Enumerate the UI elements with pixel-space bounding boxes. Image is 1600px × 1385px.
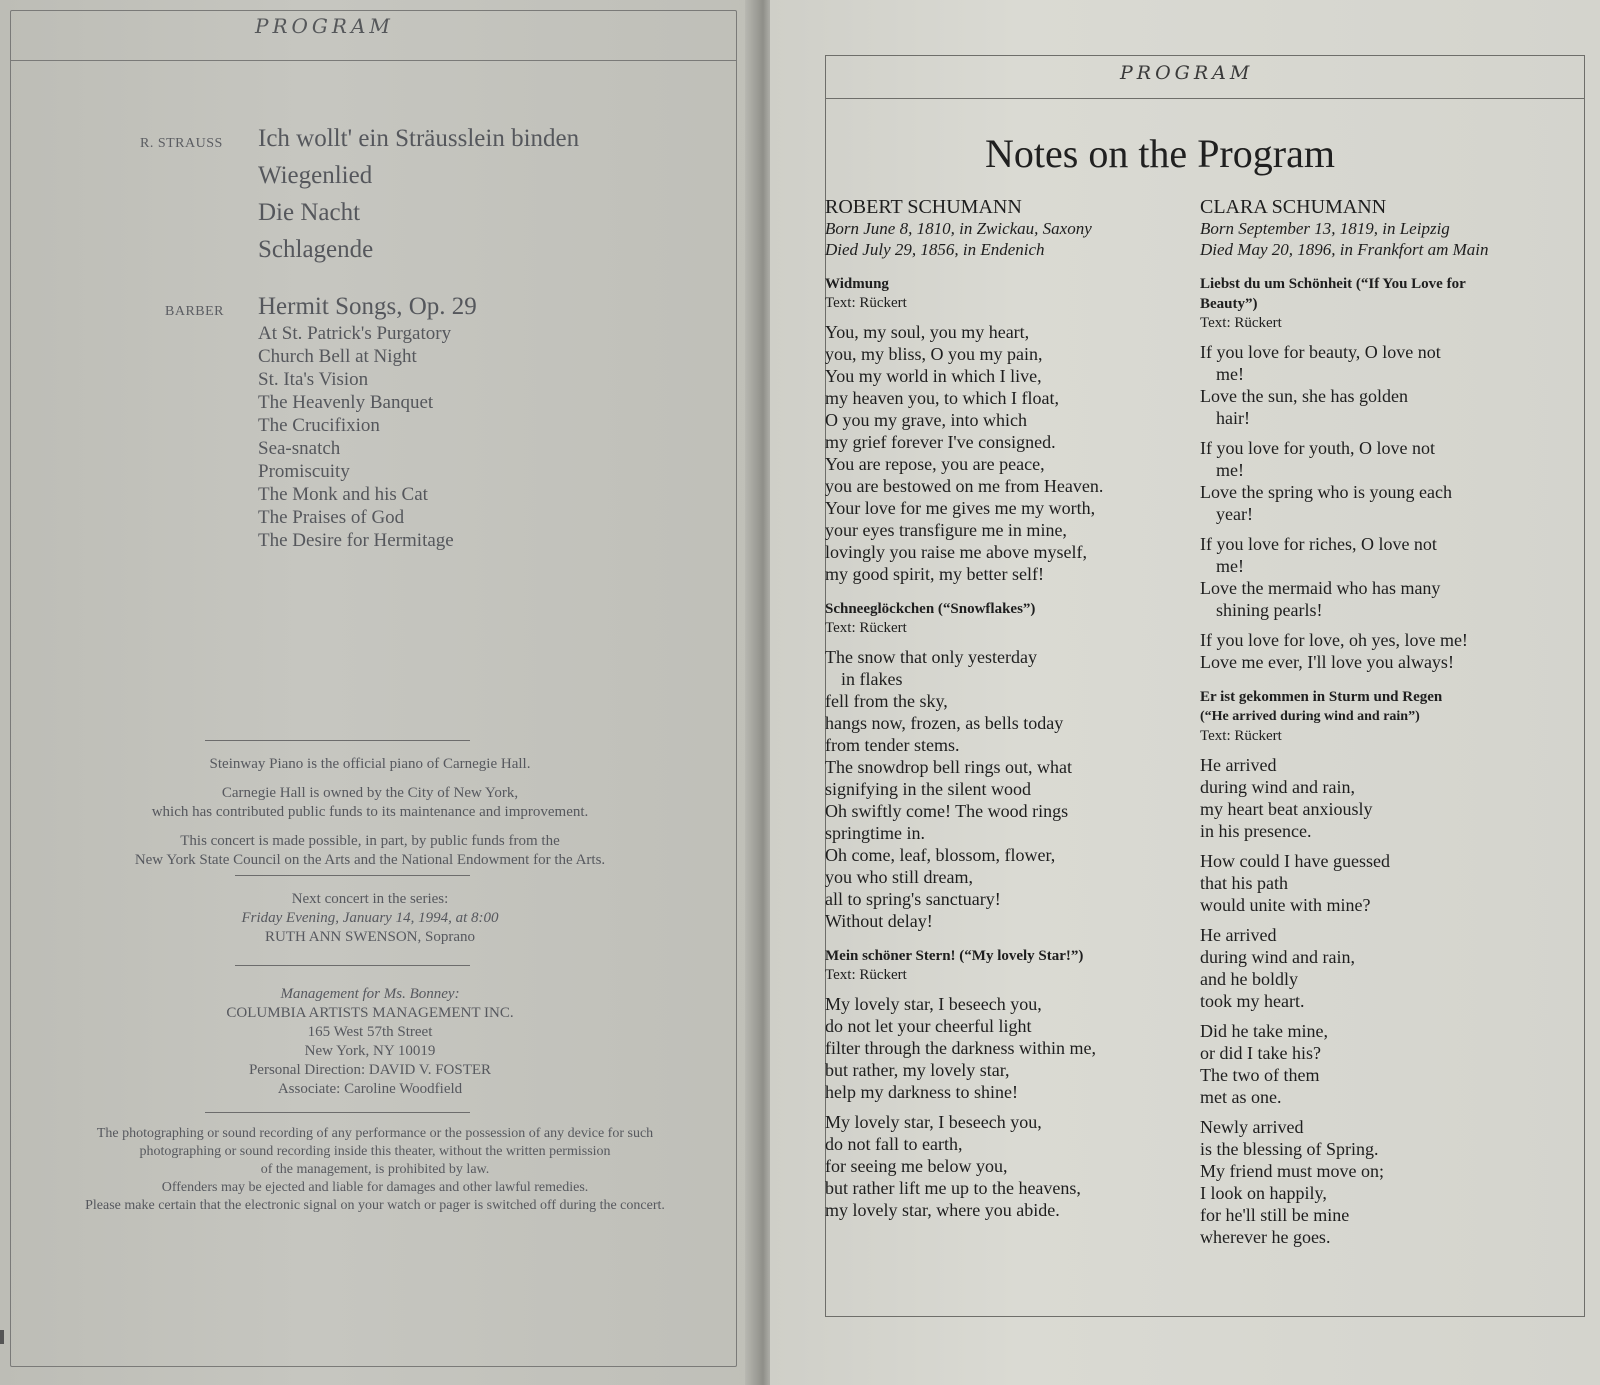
song-title-line: (“He arrived during wind and rain”)	[1200, 709, 1420, 724]
lyric-line: Love me ever, I'll love you always!	[1200, 652, 1454, 672]
lyric-line: all to spring's sanctuary!	[825, 889, 1001, 909]
left-page	[0, 0, 770, 1385]
song-title-widmung: Widmung	[825, 276, 889, 292]
stanza	[1200, 437, 1550, 525]
lyric-line: My friend must move on;	[1200, 1161, 1384, 1181]
song-title-schneegloeckchen: Schneeglöckchen (“Snowflakes”)	[825, 601, 1036, 617]
lyric-line: springtime in.	[825, 823, 925, 843]
legal-notice	[15, 1125, 735, 1215]
footer-divider	[235, 875, 470, 876]
lyric-line: me!	[1216, 556, 1244, 576]
strauss-song-list	[258, 120, 579, 268]
next-concert-date: Friday Evening, January 14, 1994, at 8:00	[241, 910, 499, 926]
composer-born: Born June 8, 1810, in Zwickau, Saxony	[825, 219, 1092, 238]
lyric-line: took my heart.	[1200, 991, 1305, 1011]
stanza	[1200, 754, 1550, 842]
lyric-line: If you love for love, oh yes, love me!	[1200, 630, 1468, 650]
legal-line: Offenders may be ejected and liable for damages and other lawful remedies.	[161, 1180, 589, 1195]
lyric-line: is the blessing of Spring.	[1200, 1139, 1379, 1159]
composer-name: CLARA SCHUMANN	[1200, 196, 1387, 218]
lyric-line: help my darkness to shine!	[825, 1082, 1018, 1102]
lyric-line: your eyes transfigure me in mine,	[825, 520, 1067, 540]
lyric-line: If you love for beauty, O love not	[1200, 342, 1441, 362]
lyric-line: He arrived	[1200, 925, 1277, 945]
lyric-line: signifying in the silent wood	[825, 779, 1031, 799]
lyric-line: Did he take mine,	[1200, 1021, 1328, 1041]
stanza	[1200, 533, 1550, 621]
song-title-line: Liebst du um Schönheit (“If You Love for	[1200, 276, 1466, 292]
lyric-line: me!	[1216, 364, 1244, 384]
barber-song-list	[258, 292, 477, 552]
lyric-line: but rather, my lovely star,	[825, 1060, 1010, 1080]
strauss-song: Die Nacht	[258, 199, 361, 226]
management-company: COLUMBIA ARTISTS MANAGEMENT INC.	[226, 1005, 514, 1021]
song-title-line: Er ist gekommen in Sturm und Regen	[1200, 689, 1443, 705]
lyric-line: from tender stems.	[825, 735, 960, 755]
left-header-rule	[10, 60, 737, 61]
lyric-line: for seeing me below you,	[825, 1156, 1008, 1176]
composer-died: Died May 20, 1896, in Frankfort am Main	[1200, 240, 1489, 259]
lyric-line: in his presence.	[1200, 821, 1312, 841]
lyric-line: lovingly you raise me above myself,	[825, 542, 1087, 562]
notice-funding-cont: New York State Council on the Arts and the National Endowment for the Arts.	[134, 852, 606, 868]
barber-song: The Heavenly Banquet	[258, 392, 434, 413]
lyric-line: He arrived	[1200, 755, 1277, 775]
lyric-line: How could I have guessed	[1200, 851, 1390, 871]
song-text-credit: Text: Rückert	[825, 295, 907, 311]
song-title-line: Beauty”)	[1200, 296, 1258, 312]
lyric-line: The snowdrop bell rings out, what	[825, 757, 1072, 777]
barber-cycle-title: Hermit Songs, Op. 29	[258, 293, 477, 320]
notice-funding: This concert is made possible, in part, by public funds from the	[180, 833, 560, 849]
song-text-credit: Text: Rückert	[1200, 728, 1282, 744]
strauss-song: Ich wollt' ein Sträusslein binden	[258, 125, 580, 152]
legal-line: The photographing or sound recording of any performance or the possession of any device for such	[96, 1126, 654, 1141]
strauss-song: Wiegenlied	[258, 162, 373, 189]
lyric-line: Without delay!	[825, 911, 933, 931]
stanza	[1200, 1116, 1550, 1248]
management-direction: Personal Direction: DAVID V. FOSTER	[248, 1062, 492, 1078]
lyric-line: The snow that only yesterday	[825, 647, 1037, 667]
management-city: New York, NY 10019	[304, 1043, 436, 1059]
lyric-line: hangs now, frozen, as bells today	[825, 713, 1064, 733]
lyric-line: my grief forever I've consigned.	[825, 432, 1056, 452]
management-street: 165 West 57th Street	[307, 1024, 433, 1040]
legal-line: photographing or sound recording inside this theater, without the written permission	[139, 1144, 611, 1159]
management-associate: Associate: Caroline Woodfield	[277, 1081, 463, 1097]
lyric-line: The two of them	[1200, 1065, 1320, 1085]
footer-divider	[235, 965, 470, 966]
lyric-line: Love the mermaid who has many	[1200, 578, 1441, 598]
legal-line: Please make certain that the electronic signal on your watch or pager is switched off during the concert.	[85, 1198, 665, 1213]
robert-schumann-column	[825, 196, 1180, 1221]
lyric-line: during wind and rain,	[1200, 947, 1355, 967]
management-info	[20, 985, 720, 1099]
song-title-liebst-du	[1200, 274, 1550, 314]
lyric-line: My lovely star, I beseech you,	[825, 994, 1042, 1014]
lyric-line: met as one.	[1200, 1087, 1282, 1107]
lyric-line: in flakes	[841, 669, 903, 689]
lyric-line: during wind and rain,	[1200, 777, 1355, 797]
lyric-line: you are bestowed on me from Heaven.	[825, 476, 1104, 496]
lyric-line: shining pearls!	[1216, 600, 1323, 620]
lyric-line: do not let your cheerful light	[825, 1016, 1032, 1036]
barber-song: Church Bell at Night	[258, 346, 417, 367]
lyric-line: do not fall to earth,	[825, 1134, 963, 1154]
lyric-line: I look on happily,	[1200, 1183, 1327, 1203]
stanza	[1200, 1020, 1550, 1108]
lyric-line: that his path	[1200, 873, 1288, 893]
right-header-rule	[825, 98, 1585, 99]
song-title-er-ist-gekommen	[1200, 687, 1550, 727]
barber-song: Sea-snatch	[258, 438, 341, 459]
left-page-header: PROGRAM	[255, 14, 394, 38]
clara-schumann-column	[1200, 196, 1550, 1248]
song-title-mein-schoener-stern: Mein schöner Stern! (“My lovely Star!”)	[825, 948, 1084, 964]
lyric-line: my lovely star, where you abide.	[825, 1200, 1060, 1220]
stanza	[1200, 850, 1550, 916]
lyric-line: If you love for youth, O love not	[1200, 438, 1435, 458]
management-label: Management for Ms. Bonney:	[280, 986, 460, 1002]
stanza	[825, 1111, 1180, 1221]
lyric-line: for he'll still be mine	[1200, 1205, 1350, 1225]
lyric-line: Oh swiftly come! The wood rings	[825, 801, 1069, 821]
lyric-line: If you love for riches, O love not	[1200, 534, 1437, 554]
lyric-line: Oh come, leaf, blossom, flower,	[825, 845, 1056, 865]
footer-divider	[205, 1112, 470, 1113]
notice-ownership: Carnegie Hall is owned by the City of New York,	[221, 785, 519, 801]
footer-divider	[205, 740, 470, 741]
strauss-song: Schlagende	[258, 236, 374, 263]
next-concert	[20, 890, 720, 947]
stanza	[1200, 924, 1550, 1012]
barber-song: The Monk and his Cat	[258, 484, 428, 505]
stanza	[825, 993, 1180, 1103]
barber-song: St. Ita's Vision	[258, 369, 369, 390]
page-edge-mark	[0, 1330, 4, 1344]
legal-line: of the management, is prohibited by law.	[260, 1162, 490, 1177]
lyric-line: you, my bliss, O you my pain,	[825, 344, 1043, 364]
lyric-line: hair!	[1216, 408, 1250, 428]
lyric-line: but rather lift me up to the heavens,	[825, 1178, 1081, 1198]
barber-song: The Desire for Hermitage	[258, 530, 454, 551]
lyric-line: filter through the darkness within me,	[825, 1038, 1096, 1058]
lyric-line: You, my soul, you my heart,	[825, 322, 1030, 342]
stanza	[825, 646, 1180, 932]
lyric-line: my heart beat anxiously	[1200, 799, 1373, 819]
barber-composer: BARBER	[165, 304, 225, 319]
lyric-line: wherever he goes.	[1200, 1227, 1331, 1247]
lyric-line: You my world in which I live,	[825, 366, 1042, 386]
stanza	[1200, 341, 1550, 429]
lyric-line: my heaven you, to which I float,	[825, 388, 1059, 408]
right-page-header: PROGRAM	[1120, 62, 1254, 84]
next-concert-label: Next concert in the series:	[291, 891, 449, 907]
page-title: Notes on the Program	[985, 131, 1335, 176]
lyric-line: me!	[1216, 460, 1244, 480]
composer-born: Born September 13, 1819, in Leipzig	[1200, 219, 1450, 238]
barber-song: The Crucifixion	[258, 415, 380, 436]
lyric-line: year!	[1216, 504, 1253, 524]
barber-song: Promiscuity	[258, 461, 350, 482]
lyric-line: You are repose, you are peace,	[825, 454, 1045, 474]
sponsor-notices	[20, 755, 720, 870]
right-page	[770, 0, 1600, 1385]
lyric-line: my good spirit, my better self!	[825, 564, 1044, 584]
lyric-line: Love the spring who is young each	[1200, 482, 1452, 502]
stanza	[1200, 629, 1550, 673]
notice-ownership-cont: which has contributed public funds to its maintenance and improvement.	[151, 804, 589, 820]
song-text-credit: Text: Rückert	[1200, 315, 1282, 331]
strauss-composer: R. STRAUSS	[140, 136, 223, 151]
barber-song: At St. Patrick's Purgatory	[258, 323, 452, 344]
lyric-line: and he boldly	[1200, 969, 1298, 989]
lyric-line: Love the sun, she has golden	[1200, 386, 1408, 406]
lyric-line: you who still dream,	[825, 867, 973, 887]
lyric-line: My lovely star, I beseech you,	[825, 1112, 1042, 1132]
lyric-line: O you my grave, into which	[825, 410, 1027, 430]
composer-died: Died July 29, 1856, in Endenich	[825, 240, 1045, 259]
song-text-credit: Text: Rückert	[825, 620, 907, 636]
next-concert-artist: RUTH ANN SWENSON, Soprano	[265, 929, 475, 945]
lyric-line: Your love for me gives me my worth,	[825, 498, 1096, 518]
barber-song: The Praises of God	[258, 507, 405, 528]
lyric-line: Newly arrived	[1200, 1117, 1304, 1137]
lyric-line: fell from the sky,	[825, 691, 948, 711]
song-text-credit: Text: Rückert	[825, 967, 907, 983]
composer-name: ROBERT SCHUMANN	[825, 196, 1022, 218]
stanza	[825, 321, 1180, 585]
lyric-line: or did I take his?	[1200, 1043, 1321, 1063]
lyric-line: would unite with mine?	[1200, 895, 1371, 915]
notice-steinway: Steinway Piano is the official piano of Carnegie Hall.	[209, 756, 531, 772]
